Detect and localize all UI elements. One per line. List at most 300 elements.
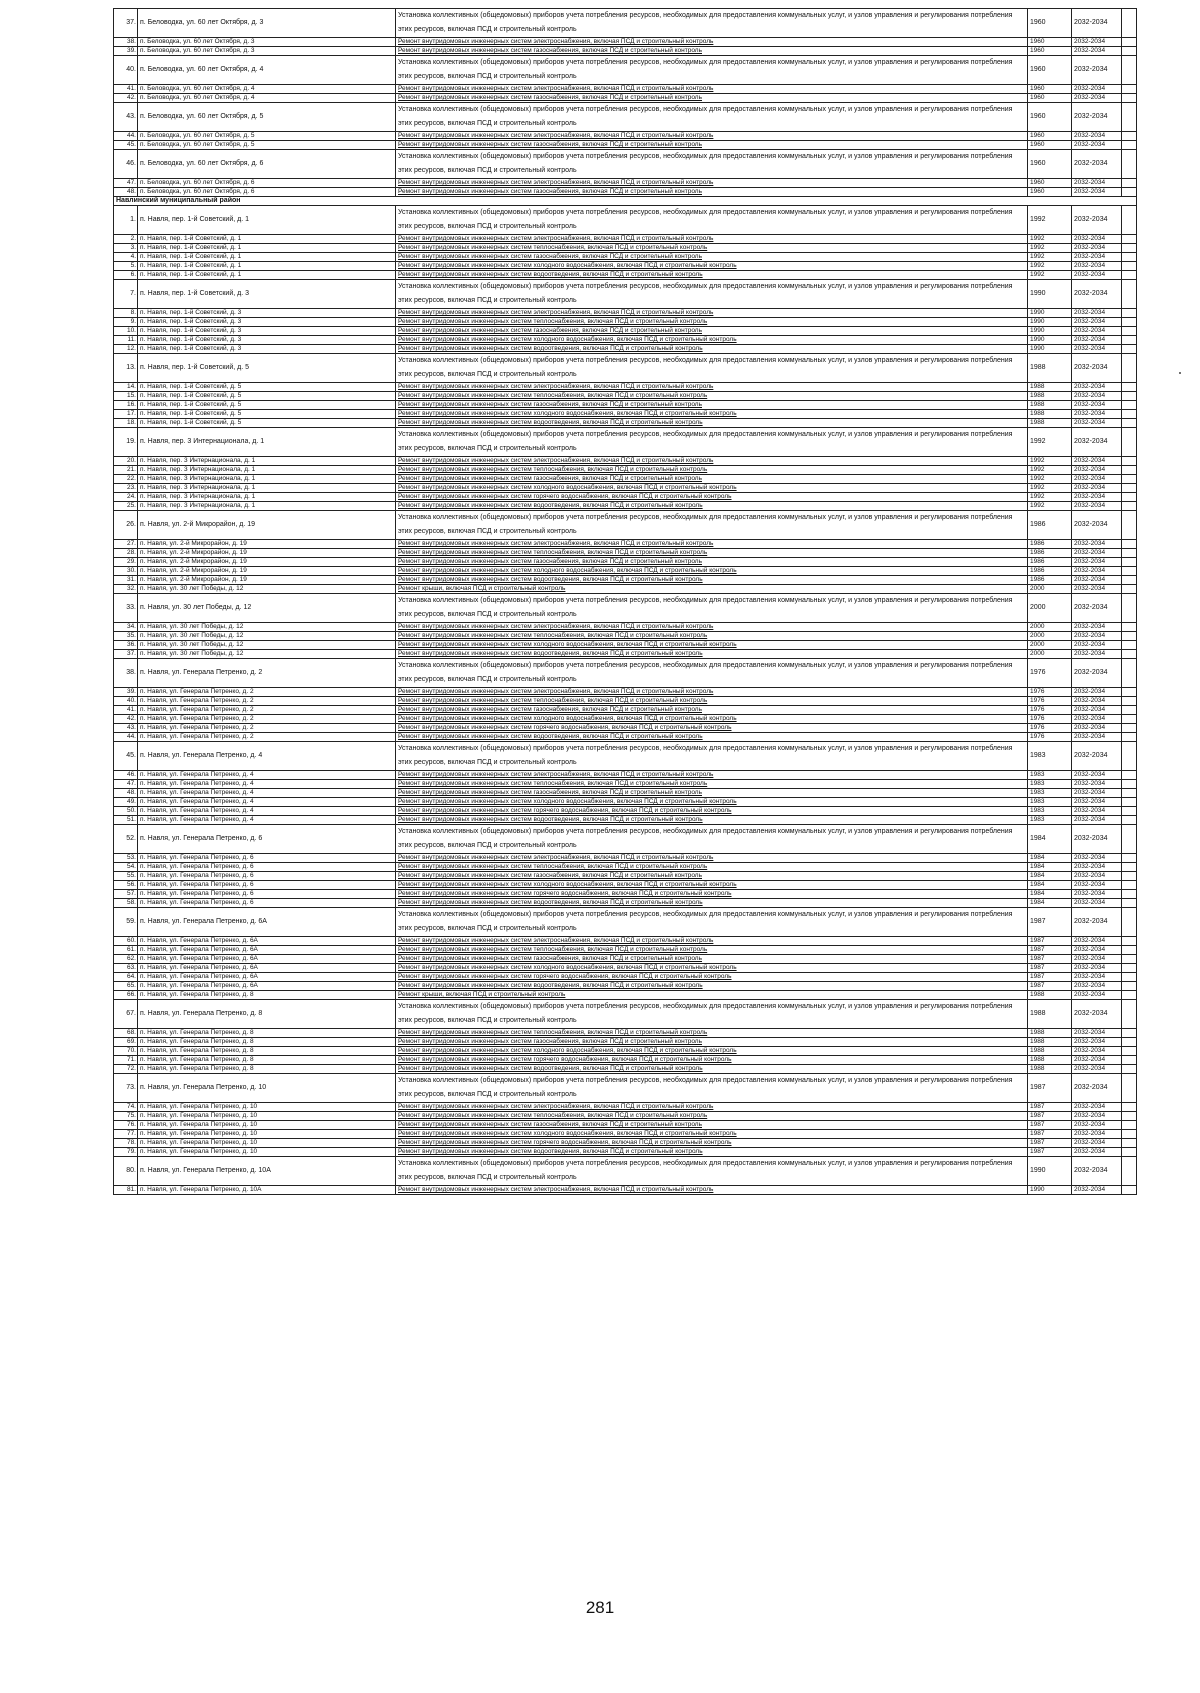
work-type-cell: Ремонт внутридомовых инженерных систем холодного водоснабжения, включая ПСД и строительный контроль [396,567,1028,576]
blank-cell [1122,733,1137,742]
row-number: 77. [114,1130,138,1139]
blank-cell [1122,309,1137,318]
work-type-cell: Ремонт внутридомовых инженерных систем газоснабжения, включая ПСД и строительный контроль [396,94,1028,103]
row-number: 23. [114,484,138,493]
row-number: 30. [114,567,138,576]
blank-cell [1122,502,1137,511]
work-type-cell: Ремонт внутридомовых инженерных систем горячего водоснабжения, включая ПСД и строительный контроль [396,973,1028,982]
build-year-cell: 1986 [1028,558,1072,567]
blank-cell [1122,1103,1137,1112]
build-year-cell: 1987 [1028,1112,1072,1121]
build-year-cell: 1988 [1028,1065,1072,1074]
address-cell: п. Навля, ул. Генерала Петренко, д. 10 [138,1139,396,1148]
row-number: 16. [114,401,138,410]
planned-period-cell: 2032-2034 [1072,457,1122,466]
work-type-cell: Ремонт внутридомовых инженерных систем газоснабжения, включая ПСД и строительный контроль [396,475,1028,484]
build-year-cell: 1960 [1028,9,1072,38]
blank-cell [1122,1157,1137,1186]
blank-cell [1122,141,1137,150]
planned-period-cell: 2032-2034 [1072,354,1122,383]
work-type-cell: Ремонт внутридомовых инженерных систем водоотведения, включая ПСД и строительный контроль [396,419,1028,428]
build-year-cell: 1988 [1028,991,1072,1000]
planned-period-cell: 2032-2034 [1072,576,1122,585]
address-cell: п. Навля, пер. 1-й Советский, д. 3 [138,336,396,345]
work-type-cell: Ремонт внутридомовых инженерных систем электроснабжения, включая ПСД и строительный контроль [396,309,1028,318]
build-year-cell: 1986 [1028,511,1072,540]
planned-period-cell: 2032-2034 [1072,688,1122,697]
row-number: 7. [114,280,138,309]
build-year-cell: 1988 [1028,354,1072,383]
work-type-cell: Ремонт внутридомовых инженерных систем горячего водоснабжения, включая ПСД и строительный контроль [396,807,1028,816]
planned-period-cell: 2032-2034 [1072,253,1122,262]
build-year-cell: 1976 [1028,688,1072,697]
work-type-cell: Ремонт внутридомовых инженерных систем водоотведения, включая ПСД и строительный контроль [396,816,1028,825]
work-type-cell: Ремонт внутридомовых инженерных систем газоснабжения, включая ПСД и строительный контроль [396,188,1028,197]
blank-cell [1122,206,1137,235]
blank-cell [1122,271,1137,280]
planned-period-cell: 2032-2034 [1072,1121,1122,1130]
table-row [114,594,1137,623]
planned-period-cell: 2032-2034 [1072,94,1122,103]
address-cell: п. Беловодка, ул. 60 лет Октября, д. 5 [138,132,396,141]
work-type-cell: Ремонт внутридомовых инженерных систем газоснабжения, включая ПСД и строительный контроль [396,558,1028,567]
build-year-cell: 1992 [1028,235,1072,244]
row-number: 63. [114,964,138,973]
row-number: 37. [114,650,138,659]
work-type-cell: Ремонт внутридомовых инженерных систем холодного водоснабжения, включая ПСД и строительный контроль [396,336,1028,345]
address-cell: п. Навля, ул. Генерала Петренко, д. 8 [138,991,396,1000]
address-cell: п. Навля, ул. Генерала Петренко, д. 6 [138,881,396,890]
blank-cell [1122,1047,1137,1056]
planned-period-cell: 2032-2034 [1072,558,1122,567]
table-row [114,576,1137,585]
table-row [114,982,1137,991]
planned-period-cell: 2032-2034 [1072,206,1122,235]
work-type-cell: Ремонт внутридомовых инженерных систем теплоснабжения, включая ПСД и строительный контроль [396,466,1028,475]
planned-period-cell: 2032-2034 [1072,549,1122,558]
table-row [114,38,1137,47]
table-row [114,244,1137,253]
row-number: 61. [114,946,138,955]
planned-period-cell: 2032-2034 [1072,1139,1122,1148]
table-row [114,558,1137,567]
address-cell: п. Навля, ул. Генерала Петренко, д. 10А [138,1186,396,1195]
table-row [114,141,1137,150]
row-number: 39. [114,688,138,697]
row-number: 43. [114,724,138,733]
table-row [114,1121,1137,1130]
work-type-cell: Ремонт внутридомовых инженерных систем водоотведения, включая ПСД и строительный контроль [396,271,1028,280]
table-row [114,798,1137,807]
address-cell: п. Навля, пер. 3 Интернационала, д. 1 [138,466,396,475]
work-type-cell: Ремонт внутридомовых инженерных систем горячего водоснабжения, включая ПСД и строительный контроль [396,1139,1028,1148]
row-number: 59. [114,908,138,937]
blank-cell [1122,475,1137,484]
address-cell: п. Навля, ул. 30 лет Победы, д. 12 [138,623,396,632]
planned-period-cell: 2032-2034 [1072,1186,1122,1195]
row-number: 28. [114,549,138,558]
repair-plan-table-container [113,8,1136,1195]
row-number: 31. [114,576,138,585]
blank-cell [1122,103,1137,132]
planned-period-cell: 2032-2034 [1072,780,1122,789]
blank-cell [1122,38,1137,47]
row-number: 79. [114,1148,138,1157]
table-row [114,345,1137,354]
work-type-cell: Ремонт внутридомовых инженерных систем теплоснабжения, включая ПСД и строительный контроль [396,632,1028,641]
table-row [114,715,1137,724]
table-row [114,85,1137,94]
planned-period-cell: 2032-2034 [1072,1000,1122,1029]
row-number: 38. [114,38,138,47]
table-row [114,908,1137,937]
row-number: 41. [114,85,138,94]
table-row [114,336,1137,345]
row-number: 68. [114,1029,138,1038]
blank-cell [1122,946,1137,955]
address-cell: п. Навля, ул. Генерала Петренко, д. 6 [138,854,396,863]
table-row [114,697,1137,706]
table-row [114,863,1137,872]
blank-cell [1122,253,1137,262]
work-type-cell: Ремонт внутридомовых инженерных систем теплоснабжения, включая ПСД и строительный контроль [396,780,1028,789]
work-type-cell: Ремонт внутридомовых инженерных систем электроснабжения, включая ПСД и строительный контроль [396,235,1028,244]
row-number: 51. [114,816,138,825]
table-row [114,789,1137,798]
blank-cell [1122,244,1137,253]
table-row [114,1065,1137,1074]
row-number: 72. [114,1065,138,1074]
work-type-cell: Ремонт внутридомовых инженерных систем холодного водоснабжения, включая ПСД и строительный контроль [396,484,1028,493]
table-row [114,549,1137,558]
planned-period-cell: 2032-2034 [1072,392,1122,401]
table-row [114,428,1137,457]
table-row [114,872,1137,881]
work-type-cell: Ремонт внутридомовых инженерных систем водоотведения, включая ПСД и строительный контроль [396,733,1028,742]
build-year-cell: 1988 [1028,410,1072,419]
planned-period-cell: 2032-2034 [1072,103,1122,132]
blank-cell [1122,540,1137,549]
address-cell: п. Навля, ул. Генерала Петренко, д. 2 [138,724,396,733]
address-cell: п. Навля, ул. Генерала Петренко, д. 2 [138,688,396,697]
build-year-cell: 1983 [1028,742,1072,771]
blank-cell [1122,854,1137,863]
planned-period-cell: 2032-2034 [1072,650,1122,659]
work-type-cell: Ремонт внутридомовых инженерных систем газоснабжения, включая ПСД и строительный контроль [396,327,1028,336]
build-year-cell: 1986 [1028,540,1072,549]
blank-cell [1122,188,1137,197]
planned-period-cell: 2032-2034 [1072,881,1122,890]
row-number: 15. [114,392,138,401]
table-row [114,9,1137,38]
build-year-cell: 1990 [1028,1157,1072,1186]
table-row [114,623,1137,632]
table-row [114,771,1137,780]
build-year-cell: 1984 [1028,825,1072,854]
address-cell: п. Навля, ул. 2-й Микрорайон, д. 19 [138,549,396,558]
work-type-cell: Ремонт внутридомовых инженерных систем газоснабжения, включая ПСД и строительный контроль [396,47,1028,56]
row-number: 76. [114,1121,138,1130]
build-year-cell: 1986 [1028,549,1072,558]
address-cell: п. Навля, пер. 1-й Советский, д. 1 [138,262,396,271]
blank-cell [1122,991,1137,1000]
planned-period-cell: 2032-2034 [1072,816,1122,825]
work-type-cell: Ремонт внутридомовых инженерных систем электроснабжения, включая ПСД и строительный контроль [396,688,1028,697]
address-cell: п. Навля, ул. Генерала Петренко, д. 6 [138,825,396,854]
address-cell: п. Навля, пер. 1-й Советский, д. 1 [138,235,396,244]
planned-period-cell: 2032-2034 [1072,964,1122,973]
table-row [114,585,1137,594]
row-number: 45. [114,141,138,150]
build-year-cell: 2000 [1028,623,1072,632]
address-cell: п. Беловодка, ул. 60 лет Октября, д. 3 [138,9,396,38]
table-row [114,946,1137,955]
build-year-cell: 1983 [1028,807,1072,816]
address-cell: п. Навля, ул. Генерала Петренко, д. 2 [138,733,396,742]
planned-period-cell: 2032-2034 [1072,807,1122,816]
work-type-cell: Ремонт внутридомовых инженерных систем газоснабжения, включая ПСД и строительный контроль [396,872,1028,881]
blank-cell [1122,345,1137,354]
work-type-cell: Ремонт внутридомовых инженерных систем водоотведения, включая ПСД и строительный контроль [396,1148,1028,1157]
address-cell: п. Навля, ул. Генерала Петренко, д. 8 [138,1056,396,1065]
work-type-cell: Ремонт внутридомовых инженерных систем водоотведения, включая ПСД и строительный контроль [396,1065,1028,1074]
planned-period-cell: 2032-2034 [1072,540,1122,549]
planned-period-cell: 2032-2034 [1072,188,1122,197]
row-number: 40. [114,56,138,85]
table-row [114,392,1137,401]
table-row [114,807,1137,816]
row-number: 2. [114,235,138,244]
work-type-cell: Ремонт внутридомовых инженерных систем теплоснабжения, включая ПСД и строительный контроль [396,1029,1028,1038]
row-number: 46. [114,150,138,179]
planned-period-cell: 2032-2034 [1072,141,1122,150]
address-cell: п. Навля, пер. 1-й Советский, д. 5 [138,419,396,428]
table-row [114,262,1137,271]
build-year-cell: 1987 [1028,1130,1072,1139]
blank-cell [1122,789,1137,798]
build-year-cell: 1992 [1028,262,1072,271]
blank-cell [1122,863,1137,872]
address-cell: п. Навля, пер. 1-й Советский, д. 5 [138,354,396,383]
row-number: 56. [114,881,138,890]
table-row [114,1157,1137,1186]
table-row [114,1029,1137,1038]
blank-cell [1122,428,1137,457]
blank-cell [1122,262,1137,271]
table-row [114,1056,1137,1065]
blank-cell [1122,179,1137,188]
planned-period-cell: 2032-2034 [1072,1112,1122,1121]
address-cell: п. Навля, пер. 1-й Советский, д. 3 [138,280,396,309]
row-number: 58. [114,899,138,908]
work-type-cell: Установка коллективных (общедомовых) приборов учета потребления ресурсов, необходимых для предоставления коммунальных услуг, и узлов управления и регулирования потребления этих ресурсов, включая ПСД и строительный контроль [396,206,1028,235]
work-type-cell: Ремонт внутридомовых инженерных систем электроснабжения, включая ПСД и строительный контроль [396,854,1028,863]
blank-cell [1122,908,1137,937]
row-number: 8. [114,309,138,318]
table-row [114,354,1137,383]
address-cell: п. Беловодка, ул. 60 лет Октября, д. 4 [138,56,396,85]
build-year-cell: 1987 [1028,1139,1072,1148]
row-number: 3. [114,244,138,253]
work-type-cell: Установка коллективных (общедомовых) приборов учета потребления ресурсов, необходимых для предоставления коммунальных услуг, и узлов управления и регулирования потребления этих ресурсов, включая ПСД и строительный контроль [396,594,1028,623]
blank-cell [1122,419,1137,428]
work-type-cell: Ремонт внутридомовых инженерных систем водоотведения, включая ПСД и строительный контроль [396,345,1028,354]
work-type-cell: Ремонт внутридомовых инженерных систем водоотведения, включая ПСД и строительный контроль [396,982,1028,991]
address-cell: п. Навля, ул. Генерала Петренко, д. 10 [138,1121,396,1130]
blank-cell [1122,466,1137,475]
planned-period-cell: 2032-2034 [1072,697,1122,706]
address-cell: п. Навля, пер. 1-й Советский, д. 1 [138,271,396,280]
address-cell: п. Навля, ул. Генерала Петренко, д. 10 [138,1112,396,1121]
row-number: 43. [114,103,138,132]
row-number: 36. [114,641,138,650]
work-type-cell: Ремонт внутридомовых инженерных систем горячего водоснабжения, включая ПСД и строительный контроль [396,1056,1028,1065]
row-number: 21. [114,466,138,475]
work-type-cell: Ремонт внутридомовых инженерных систем электроснабжения, включая ПСД и строительный контроль [396,38,1028,47]
table-row [114,733,1137,742]
build-year-cell: 1983 [1028,771,1072,780]
blank-cell [1122,1029,1137,1038]
table-row [114,475,1137,484]
blank-cell [1122,641,1137,650]
table-row [114,688,1137,697]
table-row [114,179,1137,188]
address-cell: п. Беловодка, ул. 60 лет Октября, д. 5 [138,103,396,132]
table-row [114,410,1137,419]
table-row [114,825,1137,854]
address-cell: п. Навля, ул. Генерала Петренко, д. 10 [138,1148,396,1157]
row-number: 47. [114,780,138,789]
address-cell: п. Навля, ул. Генерала Петренко, д. 6А [138,946,396,955]
planned-period-cell: 2032-2034 [1072,742,1122,771]
table-row [114,466,1137,475]
table-row [114,1038,1137,1047]
work-type-cell: Ремонт внутридомовых инженерных систем холодного водоснабжения, включая ПСД и строительный контроль [396,641,1028,650]
row-number: 37. [114,9,138,38]
work-type-cell: Установка коллективных (общедомовых) приборов учета потребления ресурсов, необходимых для предоставления коммунальных услуг, и узлов управления и регулирования потребления этих ресурсов, включая ПСД и строительный контроль [396,354,1028,383]
planned-period-cell: 2032-2034 [1072,244,1122,253]
blank-cell [1122,576,1137,585]
planned-period-cell: 2032-2034 [1072,47,1122,56]
work-type-cell: Ремонт внутридомовых инженерных систем холодного водоснабжения, включая ПСД и строительный контроль [396,715,1028,724]
work-type-cell: Ремонт внутридомовых инженерных систем электроснабжения, включая ПСД и строительный контроль [396,457,1028,466]
work-type-cell: Ремонт внутридомовых инженерных систем газоснабжения, включая ПСД и строительный контроль [396,401,1028,410]
row-number: 48. [114,789,138,798]
address-cell: п. Навля, ул. Генерала Петренко, д. 6 [138,863,396,872]
work-type-cell: Ремонт внутридомовых инженерных систем теплоснабжения, включая ПСД и строительный контроль [396,1112,1028,1121]
table-row [114,854,1137,863]
blank-cell [1122,964,1137,973]
row-number: 26. [114,511,138,540]
build-year-cell: 1990 [1028,345,1072,354]
build-year-cell: 1992 [1028,502,1072,511]
blank-cell [1122,558,1137,567]
row-number: 10. [114,327,138,336]
work-type-cell: Ремонт внутридомовых инженерных систем газоснабжения, включая ПСД и строительный контроль [396,789,1028,798]
blank-cell [1122,982,1137,991]
planned-period-cell: 2032-2034 [1072,715,1122,724]
row-number: 62. [114,955,138,964]
planned-period-cell: 2032-2034 [1072,991,1122,1000]
work-type-cell: Ремонт внутридомовых инженерных систем газоснабжения, включая ПСД и строительный контроль [396,706,1028,715]
blank-cell [1122,594,1137,623]
blank-cell [1122,697,1137,706]
table-row [114,742,1137,771]
planned-period-cell: 2032-2034 [1072,345,1122,354]
planned-period-cell: 2032-2034 [1072,493,1122,502]
row-number: 75. [114,1112,138,1121]
blank-cell [1122,1139,1137,1148]
table-row [114,132,1137,141]
table-row [114,1130,1137,1139]
build-year-cell: 1992 [1028,466,1072,475]
blank-cell [1122,410,1137,419]
row-number: 1. [114,206,138,235]
blank-cell [1122,549,1137,558]
address-cell: п. Навля, ул. Генерала Петренко, д. 10 [138,1074,396,1103]
row-number: 78. [114,1139,138,1148]
work-type-cell: Ремонт внутридомовых инженерных систем газоснабжения, включая ПСД и строительный контроль [396,253,1028,262]
work-type-cell: Ремонт внутридомовых инженерных систем холодного водоснабжения, включая ПСД и строительный контроль [396,410,1028,419]
work-type-cell: Ремонт внутридомовых инженерных систем холодного водоснабжения, включая ПСД и строительный контроль [396,262,1028,271]
address-cell: п. Навля, ул. 30 лет Победы, д. 12 [138,585,396,594]
table-row [114,1074,1137,1103]
blank-cell [1122,235,1137,244]
planned-period-cell: 2032-2034 [1072,594,1122,623]
row-number: 66. [114,991,138,1000]
address-cell: п. Беловодка, ул. 60 лет Октября, д. 4 [138,94,396,103]
address-cell: п. Навля, ул. Генерала Петренко, д. 4 [138,771,396,780]
row-number: 27. [114,540,138,549]
address-cell: п. Навля, ул. Генерала Петренко, д. 8 [138,1038,396,1047]
row-number: 11. [114,336,138,345]
build-year-cell: 1960 [1028,179,1072,188]
table-row [114,327,1137,336]
table-row [114,1103,1137,1112]
address-cell: п. Навля, ул. Генерала Петренко, д. 8 [138,1000,396,1029]
build-year-cell: 1992 [1028,493,1072,502]
blank-cell [1122,780,1137,789]
planned-period-cell: 2032-2034 [1072,419,1122,428]
row-number: 64. [114,973,138,982]
build-year-cell: 1992 [1028,428,1072,457]
work-type-cell: Ремонт внутридомовых инженерных систем теплоснабжения, включая ПСД и строительный контроль [396,244,1028,253]
planned-period-cell: 2032-2034 [1072,262,1122,271]
blank-cell [1122,899,1137,908]
blank-cell [1122,336,1137,345]
blank-cell [1122,798,1137,807]
address-cell: п. Навля, пер. 1-й Советский, д. 5 [138,383,396,392]
blank-cell [1122,9,1137,38]
address-cell: п. Навля, пер. 1-й Советский, д. 1 [138,244,396,253]
planned-period-cell: 2032-2034 [1072,309,1122,318]
planned-period-cell: 2032-2034 [1072,1074,1122,1103]
address-cell: п. Навля, ул. Генерала Петренко, д. 8 [138,1047,396,1056]
work-type-cell: Установка коллективных (общедомовых) приборов учета потребления ресурсов, необходимых для предоставления коммунальных услуг, и узлов управления и регулирования потребления этих ресурсов, включая ПСД и строительный контроль [396,1157,1028,1186]
table-row [114,309,1137,318]
blank-cell [1122,1065,1137,1074]
address-cell: п. Навля, ул. 30 лет Победы, д. 12 [138,641,396,650]
address-cell: п. Навля, ул. Генерала Петренко, д. 8 [138,1029,396,1038]
planned-period-cell: 2032-2034 [1072,623,1122,632]
planned-period-cell: 2032-2034 [1072,659,1122,688]
blank-cell [1122,771,1137,780]
row-number: 53. [114,854,138,863]
address-cell: п. Навля, ул. Генерала Петренко, д. 6А [138,955,396,964]
table-row [114,632,1137,641]
address-cell: п. Навля, ул. Генерала Петренко, д. 10 [138,1103,396,1112]
address-cell: п. Навля, пер. 3 Интернационала, д. 1 [138,428,396,457]
